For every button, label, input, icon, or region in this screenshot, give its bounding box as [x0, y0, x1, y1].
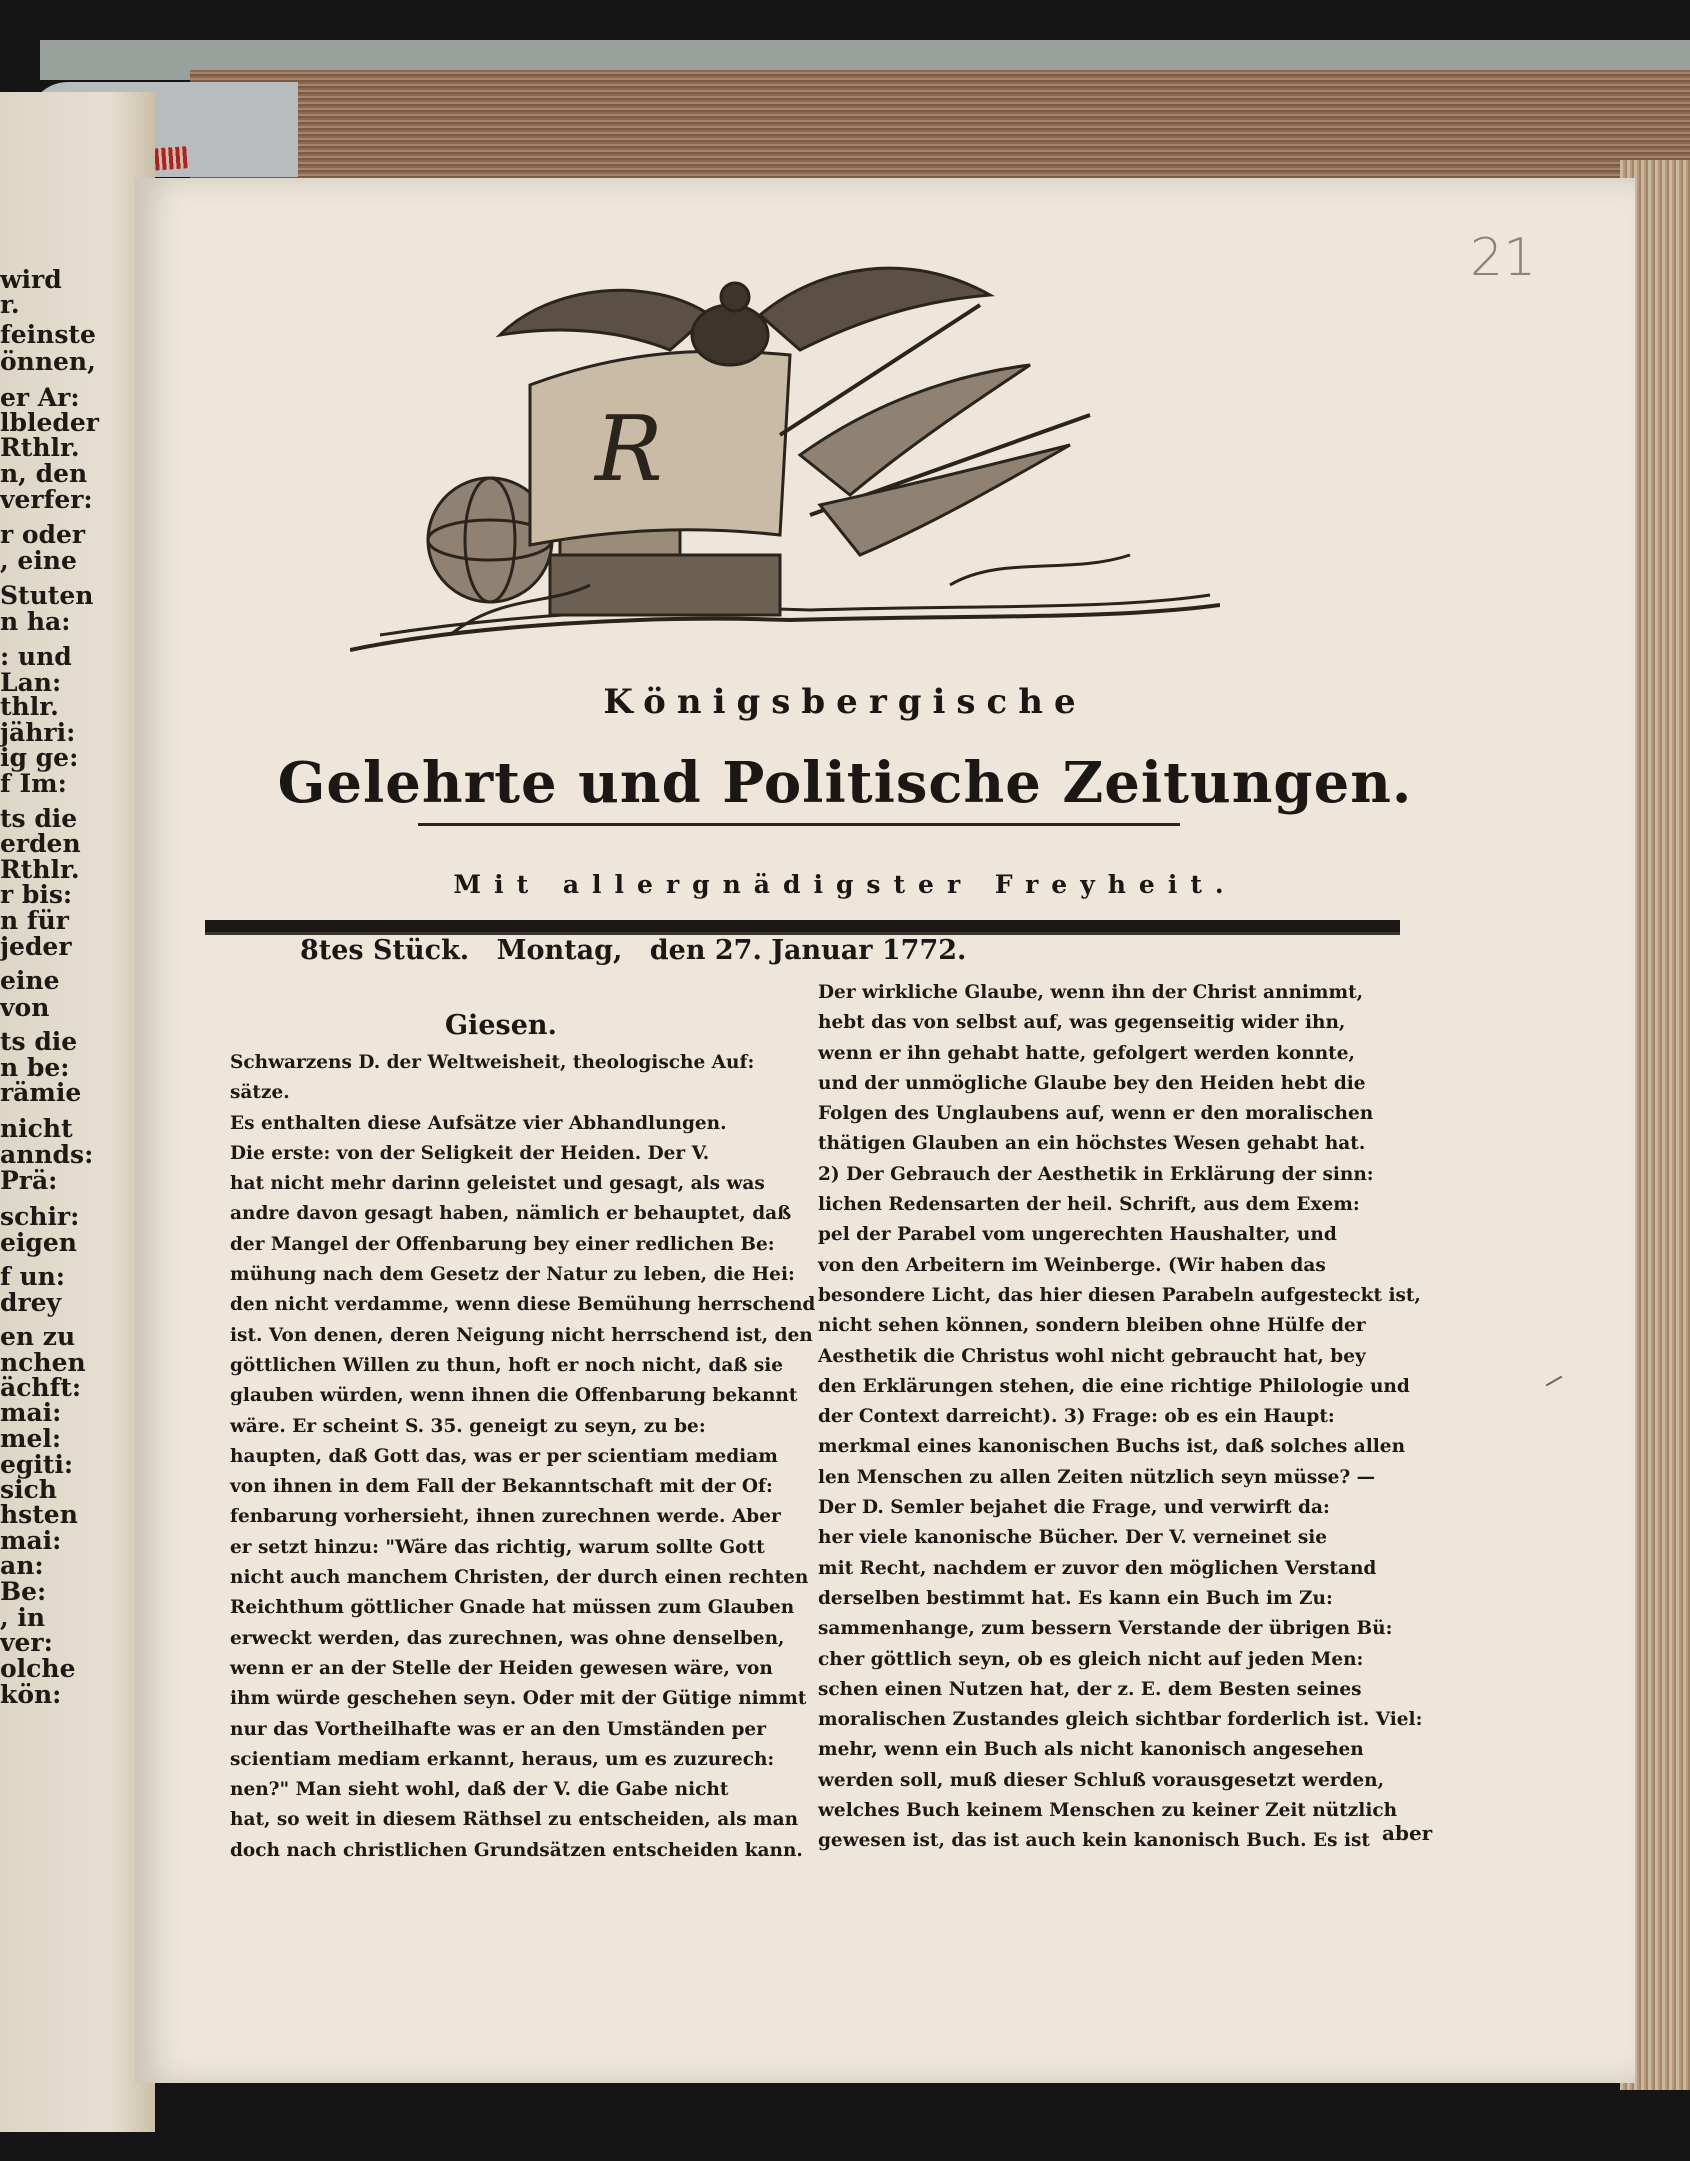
text-line: haupten, daß Gott das, was er per scientiam mediam	[230, 1445, 778, 1467]
left-page	[0, 92, 155, 2132]
text-line: den Erklärungen stehen, die eine richtige Philologie und	[818, 1375, 1410, 1397]
text-line: fenbarung vorhersieht, ihnen zurechnen werde. Aber	[230, 1506, 781, 1528]
left-page-fragment: nchen	[0, 1348, 86, 1377]
left-page-fragment: nicht	[0, 1114, 73, 1143]
column-left	[230, 1048, 816, 1866]
text-line: merkmal eines kanonischen Buchs ist, daß solches allen	[818, 1436, 1406, 1458]
text-line: nicht auch manchem Christen, der durch einen rechten	[230, 1567, 809, 1589]
text-line: hebt das von selbst auf, was gegenseitig wider ihn,	[818, 1012, 1346, 1034]
text-line: moralischen Zustandes gleich sichtbar forderlich ist. Viel:	[818, 1709, 1423, 1731]
left-page-fragment: ver:	[0, 1628, 53, 1657]
text-line: schen einen Nutzen hat, der z. E. dem Besten seines	[818, 1678, 1362, 1700]
text-line: nen?" Man sieht wohl, daß der V. die Gabe nicht	[230, 1779, 729, 1801]
left-page-fragment: hsten	[0, 1500, 78, 1529]
left-page-fragment: , in	[0, 1603, 46, 1632]
text-line: der Mangel der Offenbarung bey einer redlichen Be:	[230, 1233, 775, 1255]
text-line: besondere Licht, das hier diesen Parabeln aufgesteckt ist,	[818, 1284, 1421, 1306]
text-line: der Context darreicht). 3) Frage: ob es ein Haupt:	[818, 1406, 1335, 1428]
left-page-fragment: : und	[0, 642, 72, 671]
text-line: wenn er ihn gehabt hatte, gefolgert werden konnte,	[818, 1042, 1355, 1064]
left-page-fragment: ts die	[0, 804, 78, 833]
left-page-fragment: r.	[0, 290, 20, 319]
text-line: andre davon gesagt haben, nämlich er behauptet, daß	[230, 1203, 792, 1225]
left-page-fragment: n für	[0, 906, 69, 935]
text-line: Reichthum göttlicher Gnade hat müssen zum Glauben	[230, 1597, 795, 1619]
text-line: wäre. Er scheint S. 35. geneigt zu seyn, zu be:	[230, 1415, 706, 1437]
text-line: ihm würde geschehen seyn. Oder mit der Gütige nimmt	[230, 1688, 807, 1710]
text-line: von den Arbeitern im Weinberge. (Wir haben das	[818, 1254, 1326, 1276]
left-page-fragment: ig ge:	[0, 743, 79, 772]
text-line: sätze.	[230, 1082, 290, 1104]
svg-text:R: R	[595, 397, 663, 502]
left-page-fragment: mai:	[0, 1526, 62, 1555]
masthead-line1: Königsbergische	[603, 682, 1087, 722]
text-line: mit Recht, nachdem er zuvor den möglichen Verstand	[818, 1557, 1377, 1579]
left-page-fragment: wird	[0, 265, 62, 294]
left-page-fragment: Rthlr.	[0, 855, 80, 884]
left-page-fragment: erden	[0, 829, 81, 858]
left-page-fragment: mel:	[0, 1424, 62, 1453]
page-edges-top	[190, 70, 1690, 180]
text-line: cher göttlich seyn, ob es gleich nicht auf jeden Men:	[818, 1648, 1364, 1670]
text-line: ist. Von denen, deren Neigung nicht herrschend ist, den	[230, 1324, 813, 1346]
text-line: 2) Der Gebrauch der Aesthetik in Erklärung der sinn:	[818, 1163, 1374, 1185]
left-page-fragment: egiti:	[0, 1450, 74, 1479]
privilege-line: Mit allergnädigster Freyheit.	[453, 870, 1237, 899]
masthead-title: Gelehrte und Politische Zeitungen.	[277, 750, 1413, 816]
text-line: hat, so weit in diesem Räthsel zu entscheiden, als man	[230, 1809, 799, 1831]
left-page-fragment: er Ar:	[0, 383, 80, 412]
left-page-fragment: ts die	[0, 1027, 78, 1056]
left-page-fragment: an:	[0, 1551, 44, 1580]
left-page-fragment: eigen	[0, 1228, 77, 1257]
left-page-fragment: Be:	[0, 1577, 47, 1606]
left-page-fragment: olche	[0, 1654, 76, 1683]
left-page-fragment: verfer:	[0, 485, 93, 514]
left-page-fragment: annds:	[0, 1140, 94, 1169]
text-line: Aesthetik die Christus wohl nicht gebraucht hat, bey	[818, 1345, 1366, 1367]
text-line: nicht sehen können, sondern bleiben ohne Hülfe der	[818, 1315, 1366, 1337]
left-page-fragment: Lan:	[0, 668, 62, 697]
left-page-fragment: jeder	[0, 932, 72, 961]
left-page-fragment: von	[0, 993, 50, 1022]
text-line: hat nicht mehr darinn geleistet und gesagt, als was	[230, 1173, 765, 1195]
text-line: derselben bestimmt hat. Es kann ein Buch im Zu:	[818, 1587, 1333, 1609]
text-line: lichen Redensarten der heil. Schrift, aus dem Exem:	[818, 1194, 1360, 1216]
text-line: mühung nach dem Gesetz der Natur zu leben, die Hei:	[230, 1264, 795, 1286]
left-page-fragment: sich	[0, 1475, 57, 1504]
left-page-fragment: schir:	[0, 1202, 80, 1231]
text-line: welches Buch keinem Menschen zu keiner Zeit nützlich	[818, 1800, 1398, 1822]
catchword: aber	[1382, 1821, 1433, 1845]
text-line: pel der Parabel vom ungerechten Haushalter, und	[818, 1224, 1337, 1246]
issue-number: 8tes Stück.	[300, 935, 470, 966]
text-line: Schwarzens D. der Weltweisheit, theologische Auf:	[230, 1052, 755, 1073]
text-line: nur das Vortheilhafte was er an den Umständen per	[230, 1718, 766, 1740]
text-line: Es enthalten diese Aufsätze vier Abhandlungen.	[230, 1112, 727, 1134]
text-line: wenn er an der Stelle der Heiden gewesen wäre, von	[230, 1657, 773, 1679]
text-line: er setzt hinzu: "Wäre das richtig, warum sollte Gott	[230, 1536, 765, 1558]
text-line: len Menschen zu allen Zeiten nützlich seyn müsse? —	[818, 1466, 1376, 1488]
left-page-fragment: feinste	[0, 320, 96, 349]
text-line: Der wirkliche Glaube, wenn ihn der Christ annimmt,	[818, 982, 1364, 1003]
left-page-fragment: kön:	[0, 1680, 62, 1709]
left-page-fragment: r oder	[0, 520, 86, 549]
issue-date: den 27. Januar 1772.	[649, 935, 967, 966]
text-line: gewesen ist, das ist auch kein kanonisch Buch. Es ist	[818, 1830, 1370, 1852]
text-line: Folgen des Unglaubens auf, wenn er den moralischen	[818, 1103, 1374, 1125]
left-page-fragment: n ha:	[0, 607, 71, 636]
dateline-location: Giesen.	[445, 1010, 557, 1041]
text-line: Die erste: von der Seligkeit der Heiden. Der V.	[230, 1142, 710, 1164]
left-page-fragment: rämie	[0, 1078, 82, 1107]
text-line: scientiam mediam erkannt, heraus, um es zuzurech:	[230, 1748, 775, 1770]
column-right	[818, 978, 1423, 1857]
text-line: Der D. Semler bejahet die Frage, und verwirft da:	[818, 1497, 1330, 1519]
page-number: 21	[1470, 228, 1537, 288]
text-line: sammenhange, zum bessern Verstande der übrigen Bü:	[818, 1618, 1393, 1640]
left-page-fragment: n be:	[0, 1053, 70, 1082]
left-page-fragment: Rthlr.	[0, 433, 80, 462]
left-page-fragment: n, den	[0, 459, 88, 488]
text-line: den nicht verdamme, wenn diese Bemühung herrschend	[230, 1294, 816, 1316]
masthead-rule	[418, 823, 1180, 826]
text-line: und der unmögliche Glaube bey den Heiden hebt die	[818, 1072, 1366, 1094]
text-line: glauben würden, wenn ihnen die Offenbarung bekannt	[230, 1385, 798, 1407]
left-page-fragment: r bis:	[0, 880, 73, 909]
text-line: mehr, wenn ein Buch als nicht kanonisch angesehen	[818, 1739, 1364, 1761]
left-page-fragment: mai:	[0, 1398, 62, 1427]
left-page-fragment: en zu	[0, 1322, 76, 1351]
text-line: her viele kanonische Bücher. Der V. verneinet sie	[818, 1527, 1328, 1549]
text-line: doch nach christlichen Grundsätzen entscheiden kann.	[230, 1839, 803, 1861]
left-page-fragment: thlr.	[0, 692, 59, 721]
left-page-fragment: önnen,	[0, 347, 96, 376]
left-page-fragment: lbleder	[0, 408, 99, 437]
left-page-fragment: eine	[0, 966, 60, 995]
text-line: göttlichen Willen zu thun, hoft er noch nicht, daß sie	[230, 1354, 784, 1376]
left-page-fragment: , eine	[0, 546, 77, 575]
left-page-fragment: ächft:	[0, 1373, 82, 1402]
text-line: thätigen Glauben an ein höchstes Wesen gehabt hat.	[818, 1133, 1366, 1155]
text-line: erweckt werden, das zurechnen, was ohne denselben,	[230, 1627, 785, 1649]
left-page-fragment: f un:	[0, 1262, 66, 1291]
heavy-rule	[205, 920, 1400, 935]
left-page-fragment: f Im:	[0, 769, 67, 798]
left-page-fragment: Stuten	[0, 581, 94, 610]
text-line: von ihnen in dem Fall der Bekanntschaft mit der Of:	[230, 1476, 773, 1498]
left-page-fragment: Prä:	[0, 1166, 58, 1195]
weekday: Montag,	[496, 935, 623, 966]
left-page-fragment: jähri:	[0, 718, 76, 747]
text-line: werden soll, muß dieser Schluß vorausgesetzt werden,	[818, 1769, 1385, 1791]
left-page-fragment: drey	[0, 1288, 62, 1317]
masthead-vignette	[350, 255, 1220, 665]
dateline	[300, 935, 984, 966]
